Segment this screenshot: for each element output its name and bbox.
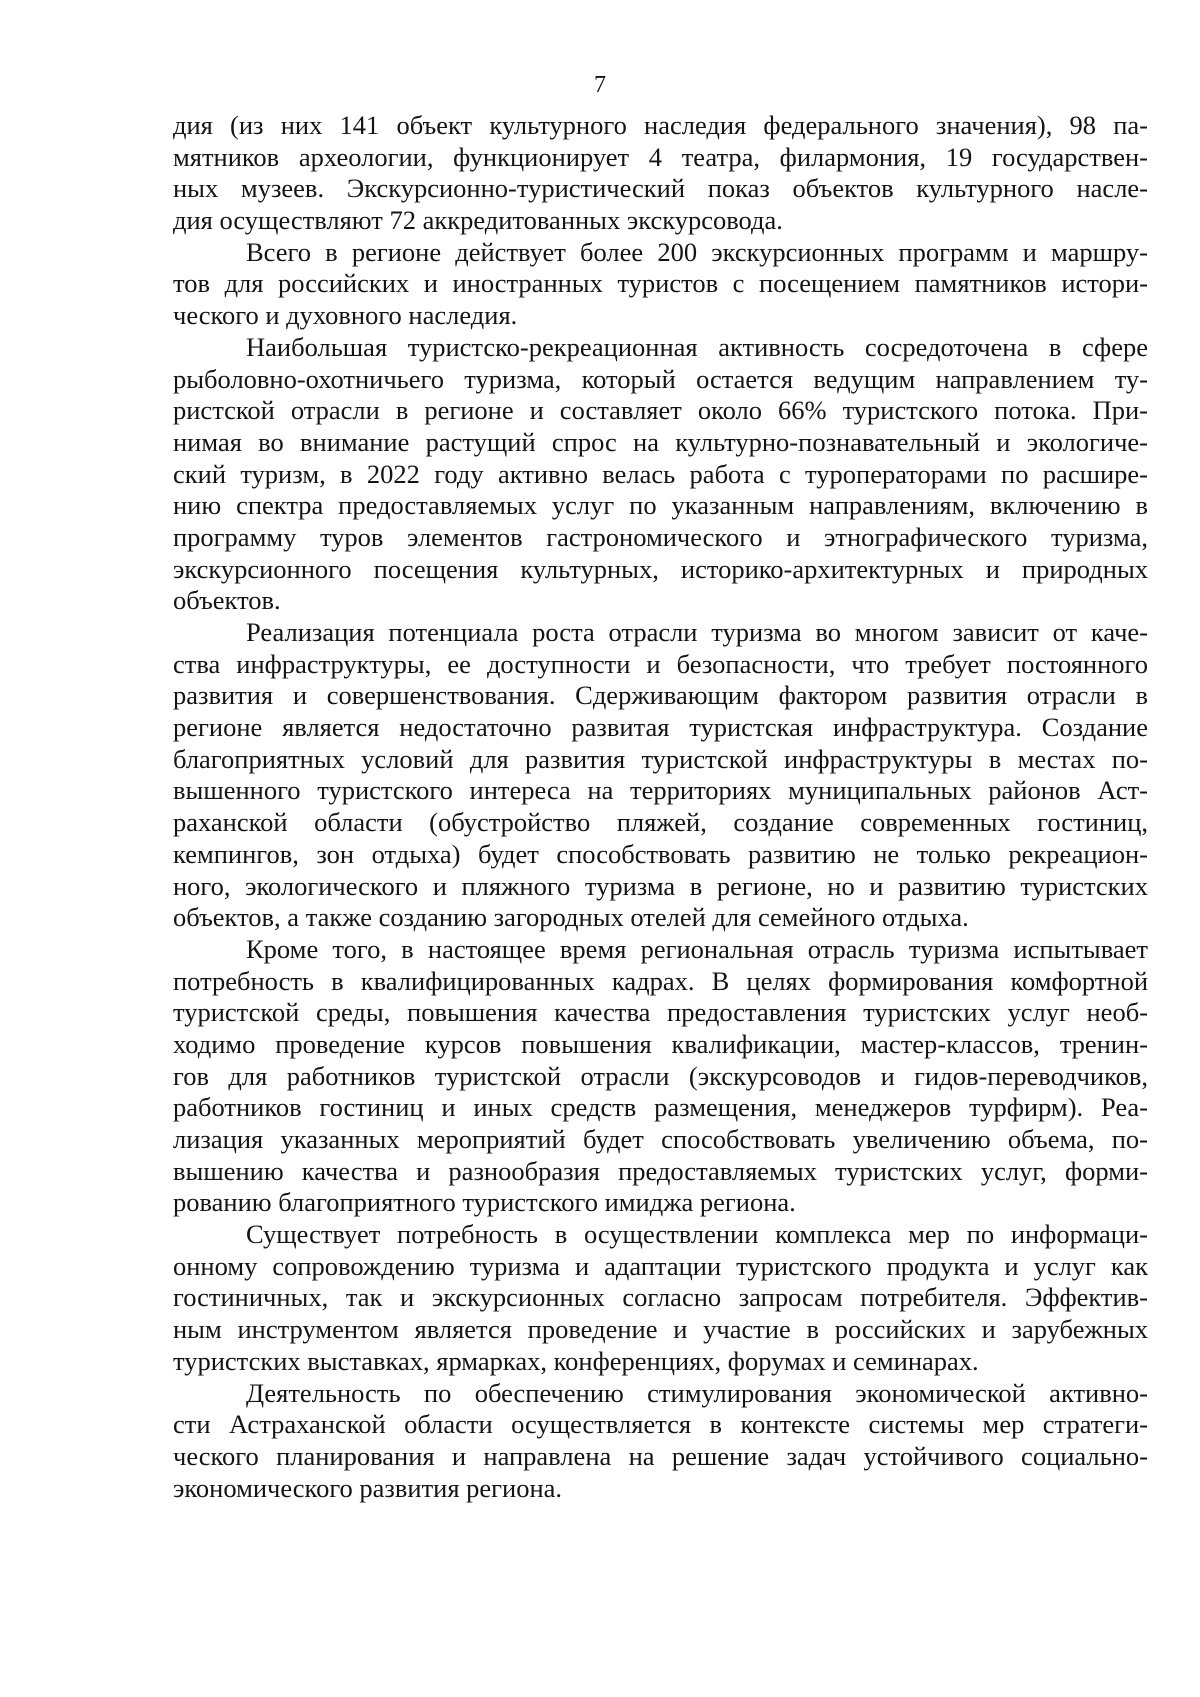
text-line: ский туризм, в 2022 году активно велась работа с туроператорами по расшире- [173,458,1148,489]
text-line: онному сопровождению туризма и адаптации туристского продукта и услуг как [173,1250,1148,1281]
text-line: ства инфраструктуры, ее доступности и безопасности, что требует постоянного [173,648,1148,679]
text-line: дия (из них 141 объект культурного наследия федерального значения), 98 па- [173,110,1148,140]
text-line: туристской среды, повышения качества предоставления туристских услуг необ- [173,997,1148,1028]
text-line: развития и совершенствования. Сдерживающим фактором развития отрасли в [173,680,1148,711]
text-line: ходимо проведение курсов повышения квалификации, мастер-классов, тренин- [173,1028,1148,1059]
text-line: кемпингов, зон отдыха) будет способствовать развитию не только рекреацион- [173,838,1148,869]
text-line: регионе является недостаточно развитая туристская инфраструктура. Создание [173,712,1148,743]
page-number: 7 [594,72,606,98]
text-line: гостиничных, так и экскурсионных согласно запросам потребителя. Эффектив- [173,1282,1148,1313]
text-line: благоприятных условий для развития туристской инфраструктуры в местах по- [173,743,1148,774]
text-line: ческого планирования и направлена на решение задач устойчивого социально- [173,1440,1148,1471]
paragraph [173,1378,1148,1505]
text-line: рованию благоприятного туристского имиджа региона. [173,1187,796,1218]
paragraph [173,934,1148,1219]
text-line: ных музеев. Экскурсионно-туристический показ объектов культурного насле- [173,173,1148,204]
text-line: экскурсионного посещения культурных, историко-архитектурных и природных [173,553,1148,584]
text-line: работников гостиниц и иных средств размещения, менеджеров турфирм). Реа- [173,1092,1148,1123]
text-line: ристской отрасли в регионе и составляет около 66% туристского потока. При- [173,395,1148,426]
text-line: вышенного туристского интереса на территориях муниципальных районов Аст- [173,775,1148,806]
text-line: объектов. [173,585,281,616]
text-line: потребность в квалифицированных кадрах. В целях формирования комфортной [173,965,1148,996]
text-line: мятников археологии, функционирует 4 театра, филармония, 19 государствен- [173,141,1148,172]
paragraph [173,110,1148,237]
document-body [173,110,1148,1504]
text-line: ческого и духовного наследия. [173,300,518,331]
paragraph [173,1219,1148,1377]
text-line: объектов, а также созданию загородных отелей для семейного отдыха. [173,902,969,933]
text-line: Существует потребность в осуществлении комплекса мер по информаци- [246,1219,1148,1250]
paragraph [173,332,1148,617]
text-line: тов для российских и иностранных туристов с посещением памятников истори- [173,268,1148,299]
text-line: Реализация потенциала роста отрасли туризма во многом зависит от каче- [246,617,1148,647]
text-line: программу туров элементов гастрономического и этнографического туризма, [173,521,1148,552]
text-line: Деятельность по обеспечению стимулирования экономической активно- [246,1377,1148,1408]
text-line: нимая во внимание растущий спрос на культурно-познавательный и экологиче- [173,426,1148,457]
text-line: экономического развития региона. [173,1472,563,1503]
text-line: раханской области (обустройство пляжей, создание современных гостиниц, [173,807,1148,838]
text-line: ным инструментом является проведение и участие в российских и зарубежных [173,1314,1148,1345]
text-line: сти Астраханской области осуществляется в контексте системы мер стратеги- [173,1409,1148,1440]
text-line: лизация указанных мероприятий будет способствовать увеличению объема, по- [173,1124,1148,1154]
text-line: туристских выставках, ярмарках, конференциях, форумах и семинарах. [173,1345,979,1376]
text-line: гов для работников туристской отрасли (экскурсоводов и гидов-переводчиков, [173,1060,1148,1091]
paragraph [173,237,1148,332]
text-line: рыболовно-охотничьего туризма, который остается ведущим направлением ту- [173,363,1148,394]
text-line: Кроме того, в настоящее время региональная отрасль туризма испытывает [246,933,1148,964]
text-line: ного, экологического и пляжного туризма в регионе, но и развитию туристских [173,870,1148,901]
paragraph [173,617,1148,934]
text-line: вышению качества и разнообразия предоставляемых туристских услуг, форми- [173,1155,1148,1186]
text-line: нию спектра предоставляемых услуг по указанным направлениям, включению в [173,490,1148,521]
text-line: Всего в регионе действует более 200 экскурсионных программ и маршру- [246,236,1148,267]
text-line: Наибольшая туристско-рекреационная активность сосредоточена в сфере [246,331,1148,362]
text-line: дия осуществляют 72 аккредитованных экскурсовода. [173,205,783,236]
